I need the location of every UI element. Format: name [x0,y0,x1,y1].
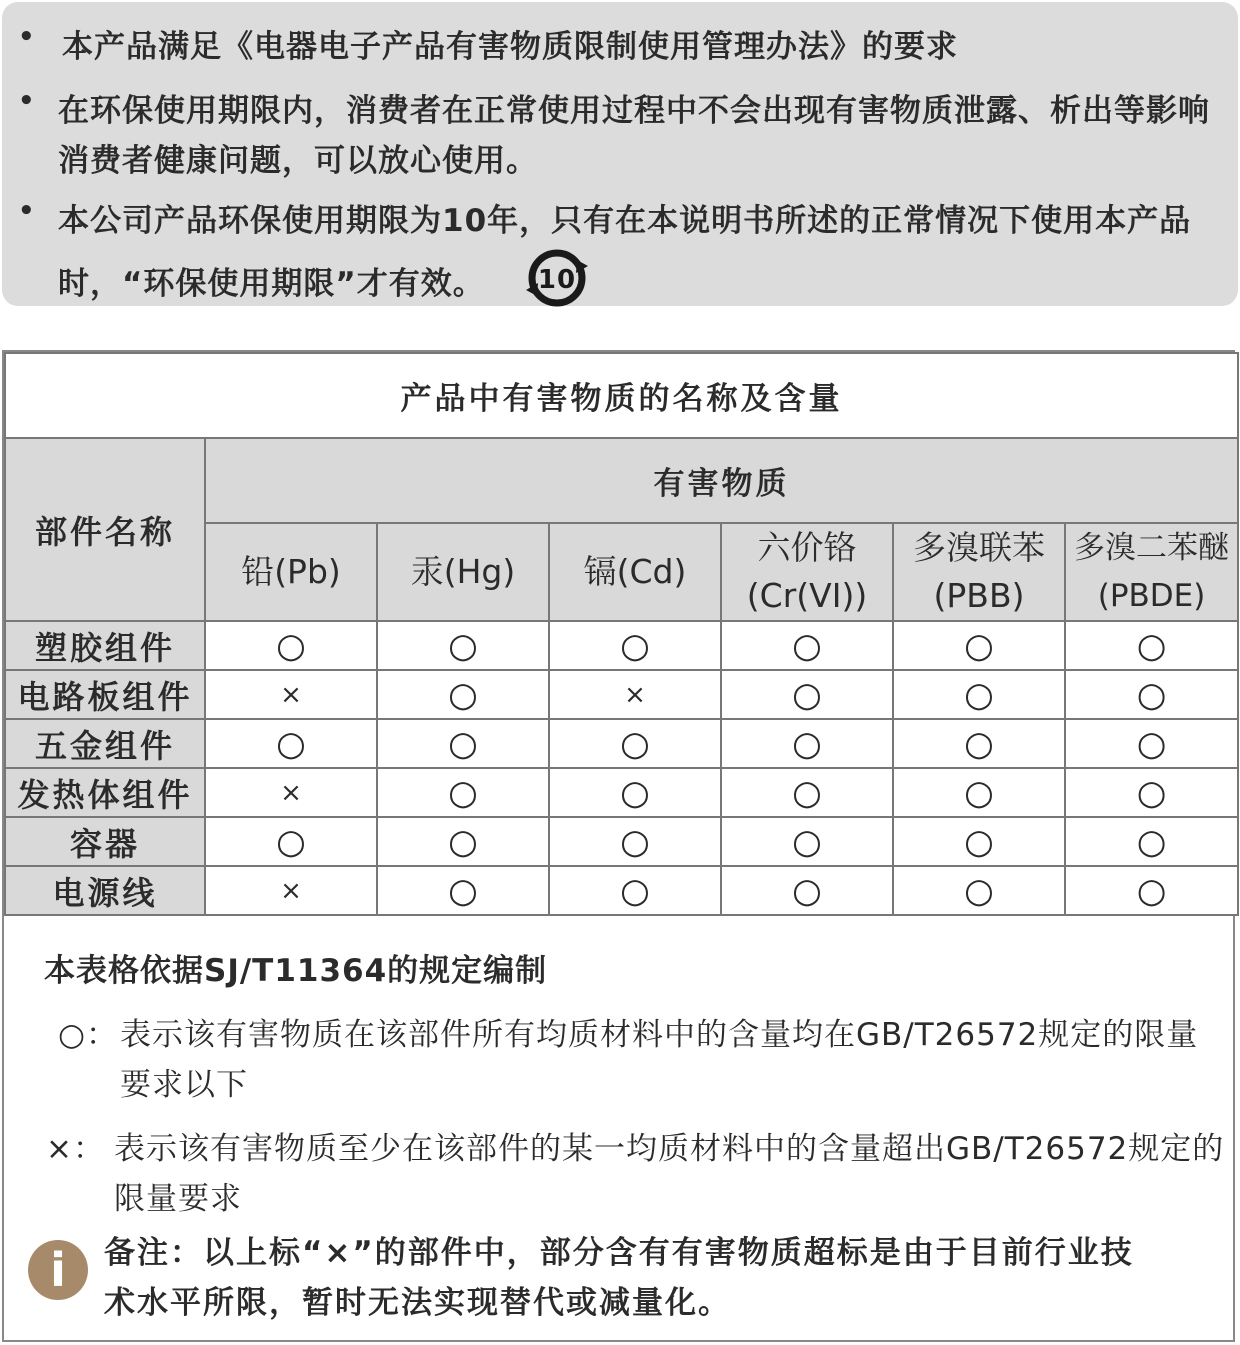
part-name: 电源线 [5,866,205,915]
mark-cell: ○ [893,768,1065,817]
remark-text: 备注：以上标“×”的部件中，部分含有有害物质超标是由于目前行业技术水平所限，暂时无法实现替代或减量化。 [104,1235,1134,1321]
info-icon: i [28,1240,88,1300]
mark-cell: ○ [377,817,549,866]
mark-cell: ○ [721,719,893,768]
column-header [377,523,549,621]
mark-cell: ○ [893,719,1065,768]
mark-cell: ○ [1065,817,1238,866]
mark-cell: ○ [721,670,893,719]
mark-cell: ○ [721,817,893,866]
column-header-line: 汞(Hg) [410,552,516,591]
bullet-text: 本产品满足《电器电子产品有害物质限制使用管理办法》的要求 [62,29,958,65]
mark-cell: ○ [205,621,377,670]
table-row [5,866,1238,915]
column-header-line: 六价铬 [757,528,857,567]
substance-header: 有害物质 [205,438,1238,523]
column-header [721,523,893,621]
part-name: 发热体组件 [5,768,205,817]
mark-cell: ○ [377,866,549,915]
mark-cell: ○ [893,817,1065,866]
part-name: 塑胶组件 [5,621,205,670]
legend-text: 表示该有害物质在该部件所有均质材料中的含量均在GB/T26572规定的限量要求以下 [120,1017,1199,1103]
column-header-line: 多溴二苯醚 [1074,530,1230,566]
table-row [5,670,1238,719]
mark-cell: ○ [1065,621,1238,670]
legend-item-circle [58,1010,1208,1110]
substance-table [4,352,1239,916]
mark-cell: ○ [549,719,721,768]
legend-symbol: ×： [46,1131,105,1167]
mark-cell: × [205,866,377,915]
mark-cell: ○ [549,621,721,670]
mark-cell: ○ [377,670,549,719]
table-basis-note: 本表格依据SJ/T11364的规定编制 [44,953,548,989]
column-header-line: (PBDE) [1097,578,1206,614]
column-header-line: 多溴联苯 [913,528,1045,567]
mark-cell: ○ [1065,670,1238,719]
mark-cell: × [205,670,377,719]
bullet-dot: • [18,196,35,226]
column-header-line: (PBB) [933,576,1025,615]
legend-text: 表示该有害物质至少在该部件的某一均质材料中的含量超出GB/T26572规定的限量要求 [114,1131,1225,1217]
bullet-dot: • [18,22,35,52]
part-name: 容器 [5,817,205,866]
mark-cell: ○ [893,866,1065,915]
table-title: 产品中有害物质的名称及含量 [5,353,1238,438]
table-row [5,719,1238,768]
mark-cell: ○ [1065,866,1238,915]
mark-cell: ○ [377,719,549,768]
mark-cell: × [549,670,721,719]
mark-cell: ○ [721,768,893,817]
column-header [893,523,1065,621]
mark-cell: ○ [721,866,893,915]
column-header [1065,523,1238,621]
mark-cell: ○ [549,817,721,866]
mark-cell: ○ [893,670,1065,719]
mark-cell: ○ [377,621,549,670]
bullet-dot: • [18,86,35,116]
mark-cell: ○ [549,768,721,817]
eco-period-logo-icon [525,246,589,325]
part-header: 部件名称 [5,438,205,621]
column-header-line: (Cr(VI)) [746,576,868,615]
table-row [5,621,1238,670]
mark-cell: ○ [205,719,377,768]
mark-cell: ○ [1065,719,1238,768]
legend-item-cross [46,1124,1226,1224]
mark-cell: ○ [1065,768,1238,817]
eco-period-number: 10 [537,265,576,295]
column-header [205,523,377,621]
column-header [549,523,721,621]
bullet-text [58,196,1218,325]
intro-panel [2,2,1238,306]
mark-cell: ○ [721,621,893,670]
part-name: 五金组件 [5,719,205,768]
notes-section [44,945,1224,990]
bullet-text: 在环保使用期限内，消费者在正常使用过程中不会出现有害物质泄露、析出等影响消费者健康问题，可以放心使用。 [58,93,1210,179]
mark-cell: ○ [205,817,377,866]
table-row [5,768,1238,817]
column-header-line: 镉(Cd) [583,552,687,591]
bullet-text-content: 本公司产品环保使用期限为10年，只有在本说明书所述的正常情况下使用本产品时，“环保使用期限”才有效。 [58,203,1192,302]
table-row [5,817,1238,866]
mark-cell: × [205,768,377,817]
mark-cell: ○ [549,866,721,915]
column-header-line: 铅(Pb) [241,552,341,591]
mark-cell: ○ [893,621,1065,670]
legend-symbol: ○： [58,1017,119,1053]
part-name: 电路板组件 [5,670,205,719]
mark-cell: ○ [377,768,549,817]
